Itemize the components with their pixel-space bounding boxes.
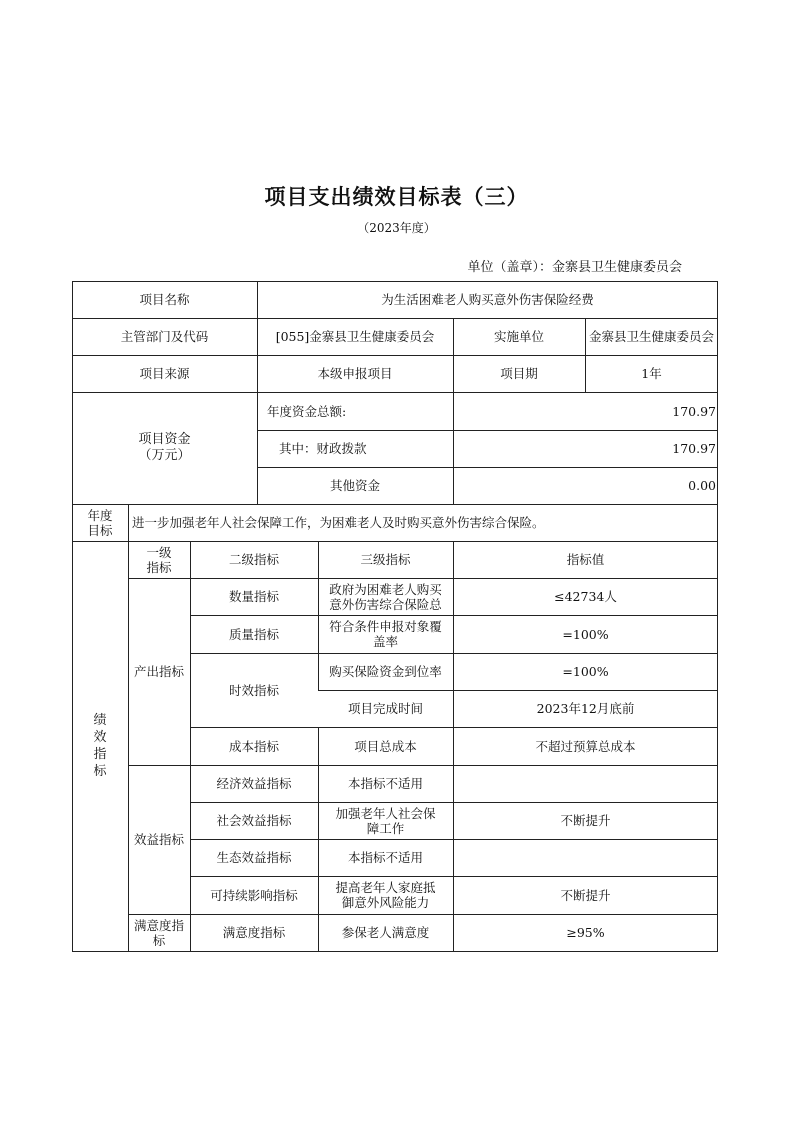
header-level2: 二级指标 [228,552,279,567]
ecological-benefit-value [453,839,718,876]
economic-benefit-indicator: 经济效益指标 [216,776,292,791]
implementing-unit-label: 实施单位 [493,329,544,344]
header-value: 指标值 [566,552,605,567]
ecological-benefit-indicator: 生态效益指标 [216,850,292,865]
project-source-value: 本级申报项目 [317,366,393,381]
social-benefit-desc: 加强老年人社会保障工作 [335,805,436,836]
header-level3: 三级指标 [360,552,411,567]
output-indicators-label: 产出指标 [133,664,184,679]
cost-indicator-value: 不超过预算总成本 [535,738,636,754]
satisfaction-desc: 参保老人满意度 [341,925,430,940]
quality-indicator: 质量指标 [228,626,279,642]
project-name-label: 项目名称 [139,292,190,307]
fiscal-funds-label: 其中：财政拨款 [279,441,367,456]
page-title: 项目支出绩效目标表（三） [264,185,529,209]
completion-time-value: 2023年12月底前 [536,701,635,716]
cost-indicator: 成本指标 [228,738,279,754]
satisfaction-value: ≥95% [566,925,605,940]
other-funds-value: 0.00 [688,478,716,493]
economic-benefit-value [453,765,718,802]
social-benefit-value: 不断提升 [560,813,611,828]
performance-target-table [72,281,718,952]
report-year: （2023年度） [357,221,436,235]
project-funds-label [72,392,257,504]
quantity-indicator-desc: 政府为困难老人购买意外伤害综合保险总 [329,581,442,612]
funds-label-line1: 项目资金 [138,432,191,447]
quality-indicator-desc: 符合条件申报对象覆盖率 [329,619,442,649]
funds-label-line2: （万元） [138,448,191,463]
satisfaction-indicators-label: 满意度指标 [133,917,184,948]
project-period-value: 1年 [641,366,662,381]
other-funds-label: 其他资金 [329,478,380,493]
header-level1: 一级指标 [146,544,172,575]
reporting-unit: 单位（盖章）：金寨县卫生健康委员会 [467,260,682,275]
performance-indicators-label: 绩效指标 [93,713,107,779]
department-label: 主管部门及代码 [120,329,209,344]
quantity-indicator: 数量指标 [228,589,279,604]
total-funds-value: 170.97 [672,403,716,419]
implementing-unit-value: 金寨县卫生健康委员会 [588,329,714,344]
sustainability-indicator: 可持续影响指标 [210,887,298,903]
satisfaction-indicator: 满意度指标 [222,925,286,940]
annual-goal-label: 年度目标 [87,507,113,538]
timeliness-indicator-value: =100% [562,664,609,679]
cost-indicator-desc: 项目总成本 [354,738,417,754]
economic-benefit-desc: 本指标不适用 [347,776,423,791]
timeliness-indicator: 时效指标 [228,682,279,698]
sustainability-value: 不断提升 [560,887,611,903]
project-name-value: 为生活困难老人购买意外伤害保险经费 [381,292,594,307]
department-value: [055]金寨县卫生健康委员会 [275,329,435,344]
sustainability-desc: 提高老年人家庭抵御意外风险能力 [335,880,436,910]
annual-goal-text: 进一步加强老年人社会保障工作，为困难老人及时购买意外伤害综合保险。 [132,515,545,530]
benefit-indicators-label: 效益指标 [133,832,184,847]
total-funds-label: 年度资金总额: [267,403,347,419]
timeliness-indicator-desc: 购买保险资金到位率 [329,664,442,679]
ecological-benefit-desc: 本指标不适用 [347,850,423,865]
project-period-label: 项目期 [500,366,538,381]
quantity-indicator-value: ≤42734人 [554,589,617,604]
completion-time-desc: 项目完成时间 [347,701,423,716]
quality-indicator-value: =100% [562,626,609,642]
project-source-label: 项目来源 [139,366,190,381]
fiscal-funds-value: 170.97 [672,441,716,456]
social-benefit-indicator: 社会效益指标 [216,813,292,828]
